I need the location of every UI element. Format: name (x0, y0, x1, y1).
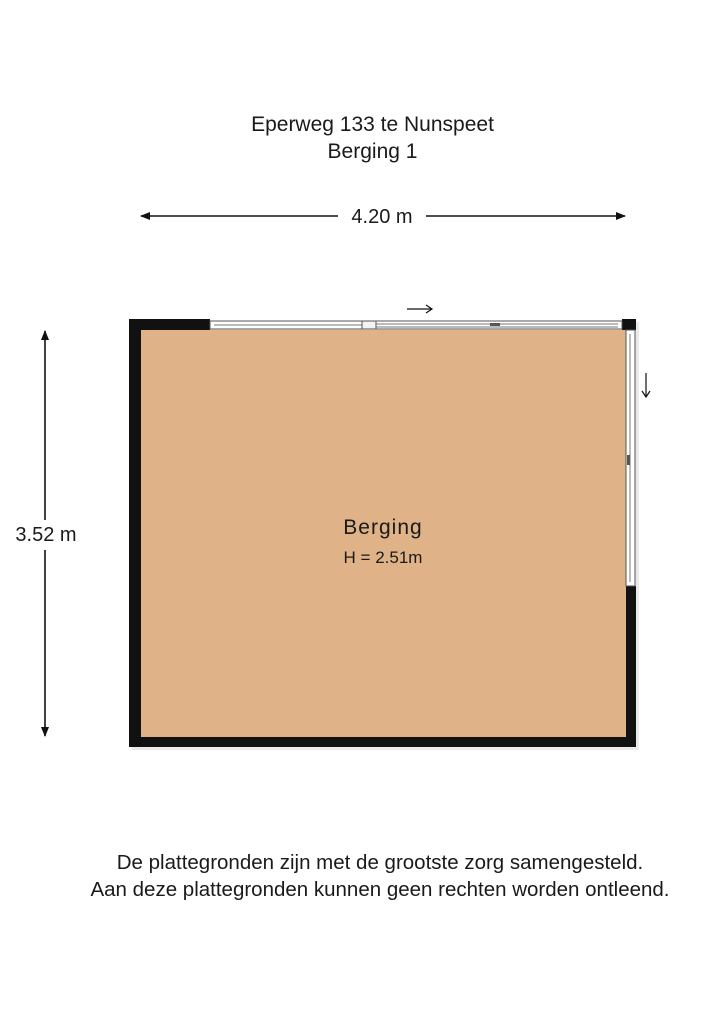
wall-right-lower (626, 586, 636, 747)
window-right (626, 330, 635, 586)
disclaimer-line-1: De plattegronden zijn met de grootste zorg samengesteld. (116, 851, 644, 874)
wall-bottom (129, 737, 636, 747)
room-name: Berging (343, 516, 423, 539)
plan-title-address: Eperweg 133 te Nunspeet (251, 113, 494, 136)
height-dimension (15, 331, 76, 736)
window-top (210, 321, 622, 329)
height-dimension-label: 3.52 m (15, 524, 77, 546)
disclaimer-line-2: Aan deze plattegronden kunnen geen rechten worden ontleend. (90, 878, 670, 901)
window-opening-arrow-icon (642, 373, 650, 397)
width-dimension-label: 4.20 m (351, 206, 413, 228)
plan-title-floor: Berging 1 (327, 140, 418, 163)
wall-top-right-corner (622, 319, 636, 330)
wall-left (129, 319, 141, 747)
wall-top-left (129, 319, 210, 330)
sliding-direction-arrow-icon (407, 305, 432, 313)
room-ceiling-height: H = 2.51m (343, 548, 423, 567)
width-dimension (141, 206, 625, 228)
